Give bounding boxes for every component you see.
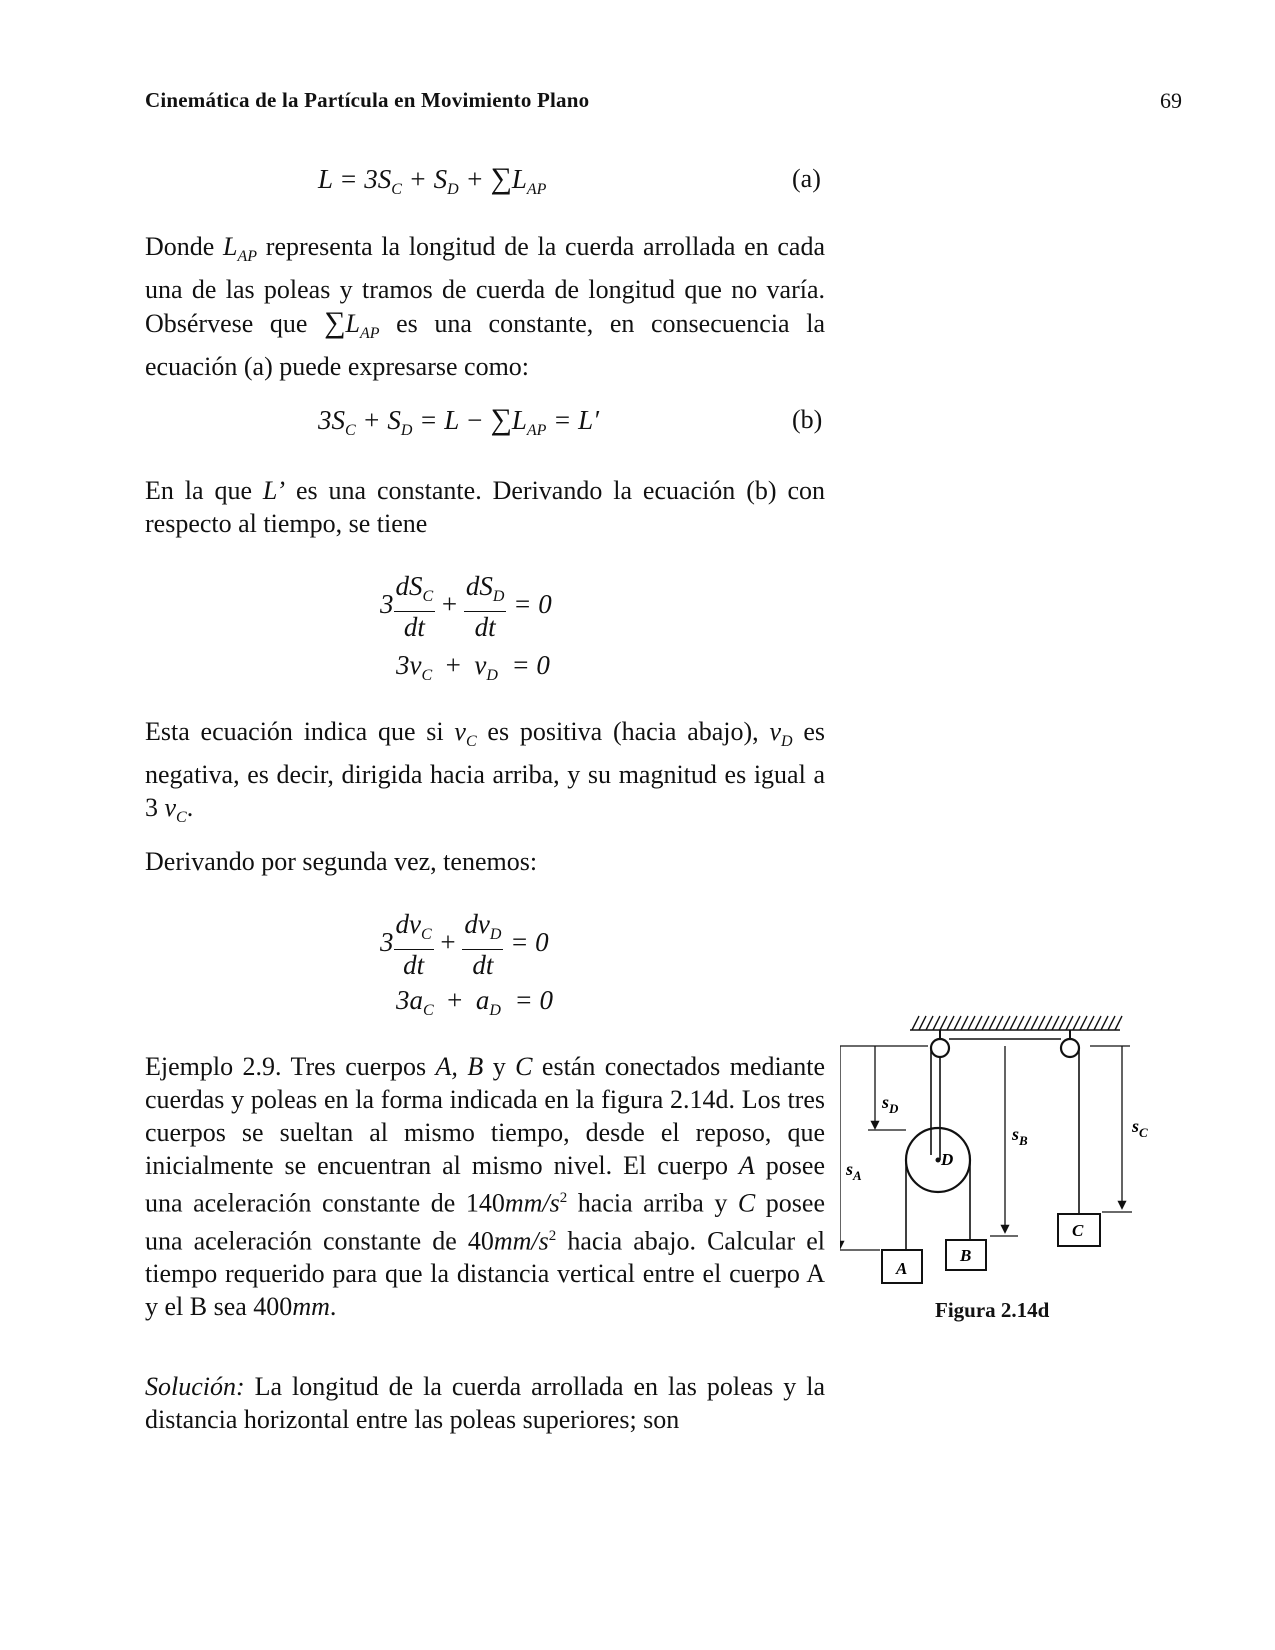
label-c: C <box>1072 1221 1084 1240</box>
paragraph-lap-definition: Donde $L_{AP}$ representa la longitud de la cuerda arrollada en cada una de las poleas y tramos de cuerda de longitud que no varía. Obsérvese que $\sum L_{AP}$ es una constante, en consecuencia la ecuación (a) puede expresarse como: <box>145 232 825 381</box>
paragraph-derivative-intro: En la que L’ es una constante. Derivando la ecuación (b) con respecto al tiempo, se tiene <box>145 476 825 538</box>
ceiling-hatch <box>910 1016 1122 1030</box>
equation-velocity-derivative: 3 $\frac{dS_C}{dt}$ + $\frac{dS_D}{dt}$ = 0 <box>380 571 552 642</box>
top-pulley-left <box>931 1039 949 1057</box>
label-a: A <box>896 1259 908 1278</box>
label-sa: $s_A$ <box>846 1159 862 1183</box>
paragraph-second-derivative: Derivando por segunda vez, tenemos: <box>145 847 538 876</box>
equation-acceleration-relation: $3a_C + a_D = 0$ <box>396 985 553 1019</box>
paragraph-velocity-interpretation: Esta ecuación indica que si $v_C$ es positiva (hacia abajo), $v_D$ es negativa, es decir, dirigida hacia arriba, y su magnitud es igual a 3 $v_C$. <box>145 717 825 826</box>
top-pulley-right <box>1061 1039 1079 1057</box>
equation-b: $3S_C + S_D = L - \sum L_{AP} = L'$ <box>318 403 600 439</box>
page-number: 69 <box>1160 88 1182 113</box>
equation-acceleration-derivative: 3 $\frac{dv_C}{dt}$ + $\frac{dv_D}{dt}$ = 0 <box>380 909 549 980</box>
equation-a-label: (a) <box>792 164 821 193</box>
paragraph-example-2-9: Ejemplo 2.9. Tres cuerpos A, B y C están conectados mediante cuerdas y poleas en la forma indicada en la figura 2.14d. Los tres cuerpos se sueltan al mismo tiempo, desde el reposo, que inicialmente se encuentran al mismo nivel. El cuerpo A posee una aceleración constante de $140mm/s^2$ hacia arriba y C posee una aceleración constante de $40mm/s^2$ hacia abajo. Calcular el tiempo requerido para que la distancia vertical entre el cuerpo A y el B sea 400mm. <box>145 1052 826 1322</box>
label-d: D <box>941 1150 954 1169</box>
equation-a: $L = 3S_C + S_D + \sum L_{AP}$ <box>318 162 547 198</box>
equation-b-label: (b) <box>792 405 823 434</box>
label-sd: $s_D$ <box>882 1092 899 1116</box>
equation-velocity-relation: $3v_C + v_D = 0$ <box>396 650 550 684</box>
running-header: Cinemática de la Partícula en Movimiento Plano <box>145 88 590 112</box>
label-sc: $s_C$ <box>1132 1116 1148 1140</box>
figure-caption: Figura 2.14d <box>935 1298 1050 1322</box>
label-b: B <box>960 1246 972 1265</box>
paragraph-solution: Solución: La longitud de la cuerda arrollada en las poleas y la distancia horizontal entre las poleas superiores; son <box>145 1372 825 1434</box>
pulley-system-figure <box>840 1010 1170 1300</box>
label-sb: $s_B$ <box>1012 1124 1028 1148</box>
